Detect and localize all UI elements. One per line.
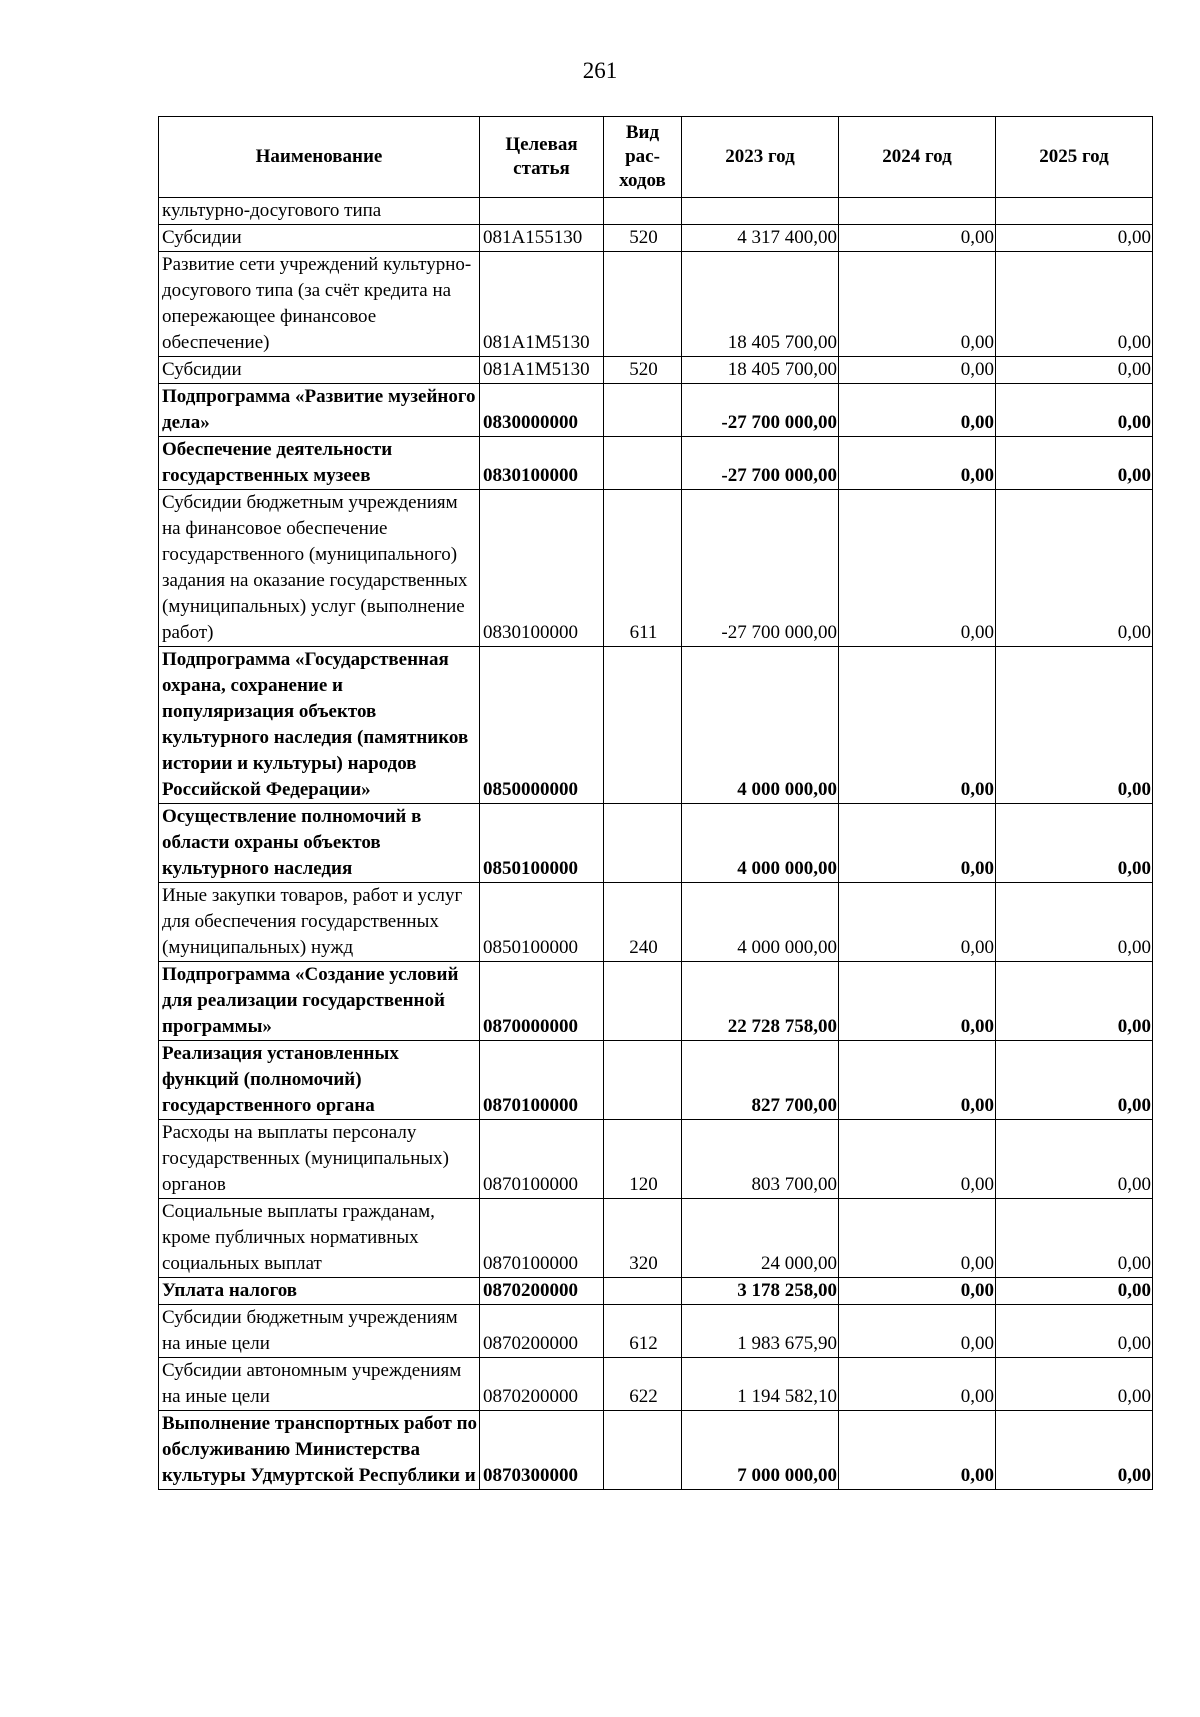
header-target-line2: статья xyxy=(513,158,570,179)
table-row xyxy=(159,1358,1153,1411)
name-cell: Выполнение транспортных работ по обслуживанию Министерства культуры Удмуртской Республики и xyxy=(159,1411,480,1490)
amount-2024-cell: 0,00 xyxy=(839,357,996,384)
amount-2024-cell xyxy=(839,198,996,225)
amount-2023-cell: 4 000 000,00 xyxy=(682,883,839,962)
table-header-row xyxy=(159,117,1153,198)
amount-2023-cell: -27 700 000,00 xyxy=(682,490,839,647)
type-cell: 520 xyxy=(604,225,682,252)
amount-2024-cell: 0,00 xyxy=(839,1120,996,1199)
code-cell: 0870300000 xyxy=(480,1411,604,1490)
code-cell: 0870200000 xyxy=(480,1278,604,1305)
type-cell: 612 xyxy=(604,1305,682,1358)
amount-2025-cell: 0,00 xyxy=(996,804,1153,883)
amount-2024-cell: 0,00 xyxy=(839,490,996,647)
amount-2023-cell: 803 700,00 xyxy=(682,1120,839,1199)
page-number: 261 xyxy=(582,58,618,83)
table-row xyxy=(159,647,1153,804)
budget-table xyxy=(158,116,1153,1490)
amount-2024-cell: 0,00 xyxy=(839,1278,996,1305)
amount-2023-cell: 18 405 700,00 xyxy=(682,357,839,384)
name-cell: Обеспечение деятельности государственных музеев xyxy=(159,437,480,490)
amount-2023-cell: 24 000,00 xyxy=(682,1199,839,1278)
code-cell: 0830100000 xyxy=(480,490,604,647)
header-type-line3: ходов xyxy=(619,170,666,191)
amount-2025-cell: 0,00 xyxy=(996,490,1153,647)
amount-2025-cell: 0,00 xyxy=(996,1120,1153,1199)
type-cell: 622 xyxy=(604,1358,682,1411)
name-cell: Расходы на выплаты персоналу государственных (муниципальных) органов xyxy=(159,1120,480,1199)
amount-2024-cell: 0,00 xyxy=(839,225,996,252)
amount-2023-cell: 3 178 258,00 xyxy=(682,1278,839,1305)
table-row xyxy=(159,1199,1153,1278)
table-row xyxy=(159,384,1153,437)
amount-2024-cell: 0,00 xyxy=(839,1041,996,1120)
amount-2023-cell: 4 000 000,00 xyxy=(682,647,839,804)
code-cell: 0830100000 xyxy=(480,437,604,490)
table-row xyxy=(159,962,1153,1041)
amount-2024-cell: 0,00 xyxy=(839,437,996,490)
table-row xyxy=(159,1411,1153,1490)
header-target-line1: Целевая xyxy=(505,134,578,155)
table-row xyxy=(159,1120,1153,1199)
code-cell: 0850000000 xyxy=(480,647,604,804)
type-cell xyxy=(604,384,682,437)
amount-2023-cell: 18 405 700,00 xyxy=(682,252,839,357)
code-cell: 0870200000 xyxy=(480,1358,604,1411)
type-cell xyxy=(604,647,682,804)
amount-2023-cell: 7 000 000,00 xyxy=(682,1411,839,1490)
code-cell: 0850100000 xyxy=(480,883,604,962)
code-cell: 0850100000 xyxy=(480,804,604,883)
table-row xyxy=(159,225,1153,252)
name-cell: Подпрограмма «Развитие музейного дела» xyxy=(159,384,480,437)
type-cell: 520 xyxy=(604,357,682,384)
type-cell: 611 xyxy=(604,490,682,647)
amount-2023-cell: 1 194 582,10 xyxy=(682,1358,839,1411)
amount-2024-cell: 0,00 xyxy=(839,1411,996,1490)
table-row xyxy=(159,1041,1153,1120)
type-cell xyxy=(604,962,682,1041)
header-name: Наименование xyxy=(159,117,480,198)
type-cell: 120 xyxy=(604,1120,682,1199)
amount-2023-cell: 4 000 000,00 xyxy=(682,804,839,883)
name-cell: Социальные выплаты гражданам, кроме публичных нормативных социальных выплат xyxy=(159,1199,480,1278)
type-cell xyxy=(604,252,682,357)
amount-2025-cell: 0,00 xyxy=(996,252,1153,357)
code-cell: 0870000000 xyxy=(480,962,604,1041)
name-cell: Подпрограмма «Государственная охрана, сохранение и популяризация объектов культурного наследия (памятников истории и культуры) народов Российской Федерации» xyxy=(159,647,480,804)
type-cell xyxy=(604,804,682,883)
amount-2024-cell: 0,00 xyxy=(839,384,996,437)
amount-2025-cell: 0,00 xyxy=(996,1358,1153,1411)
table-body xyxy=(159,198,1153,1490)
header-2025: 2025 год xyxy=(996,117,1153,198)
amount-2023-cell: -27 700 000,00 xyxy=(682,437,839,490)
amount-2023-cell: 4 317 400,00 xyxy=(682,225,839,252)
type-cell xyxy=(604,1278,682,1305)
amount-2024-cell: 0,00 xyxy=(839,804,996,883)
amount-2025-cell xyxy=(996,198,1153,225)
amount-2025-cell: 0,00 xyxy=(996,883,1153,962)
amount-2023-cell: -27 700 000,00 xyxy=(682,384,839,437)
table-row xyxy=(159,804,1153,883)
table-row xyxy=(159,357,1153,384)
amount-2025-cell: 0,00 xyxy=(996,357,1153,384)
type-cell xyxy=(604,198,682,225)
type-cell xyxy=(604,1041,682,1120)
amount-2025-cell: 0,00 xyxy=(996,647,1153,804)
amount-2025-cell: 0,00 xyxy=(996,1305,1153,1358)
name-cell: Субсидии автономным учреждениям на иные цели xyxy=(159,1358,480,1411)
amount-2025-cell: 0,00 xyxy=(996,1041,1153,1120)
code-cell: 081A155130 xyxy=(480,225,604,252)
code-cell xyxy=(480,198,604,225)
table-row xyxy=(159,1278,1153,1305)
type-cell: 320 xyxy=(604,1199,682,1278)
name-cell: Субсидии xyxy=(159,225,480,252)
amount-2023-cell: 827 700,00 xyxy=(682,1041,839,1120)
amount-2025-cell: 0,00 xyxy=(996,1278,1153,1305)
amount-2024-cell: 0,00 xyxy=(839,962,996,1041)
code-cell: 0870100000 xyxy=(480,1041,604,1120)
code-cell: 0870100000 xyxy=(480,1120,604,1199)
table-row xyxy=(159,252,1153,357)
name-cell: Субсидии бюджетным учреждениям на финансовое обеспечение государственного (муниципального) задания на оказание государственных (муниципальных) услуг (выполнение работ) xyxy=(159,490,480,647)
header-2024: 2024 год xyxy=(839,117,996,198)
name-cell: Субсидии бюджетным учреждениям на иные цели xyxy=(159,1305,480,1358)
amount-2024-cell: 0,00 xyxy=(839,1358,996,1411)
header-type-line2: рас- xyxy=(625,146,660,167)
amount-2024-cell: 0,00 xyxy=(839,883,996,962)
amount-2025-cell: 0,00 xyxy=(996,1199,1153,1278)
code-cell: 0870200000 xyxy=(480,1305,604,1358)
name-cell: культурно-досугового типа xyxy=(159,198,480,225)
name-cell: Уплата налогов xyxy=(159,1278,480,1305)
type-cell xyxy=(604,437,682,490)
amount-2025-cell: 0,00 xyxy=(996,225,1153,252)
header-target xyxy=(480,117,604,198)
amount-2023-cell: 1 983 675,90 xyxy=(682,1305,839,1358)
code-cell: 0830000000 xyxy=(480,384,604,437)
amount-2024-cell: 0,00 xyxy=(839,1305,996,1358)
name-cell: Осуществление полномочий в области охраны объектов культурного наследия xyxy=(159,804,480,883)
amount-2023-cell: 22 728 758,00 xyxy=(682,962,839,1041)
table-row xyxy=(159,437,1153,490)
table-row xyxy=(159,1305,1153,1358)
name-cell: Иные закупки товаров, работ и услуг для обеспечения государственных (муниципальных) нужд xyxy=(159,883,480,962)
amount-2025-cell: 0,00 xyxy=(996,384,1153,437)
name-cell: Подпрограмма «Создание условий для реализации государственной программы» xyxy=(159,962,480,1041)
amount-2024-cell: 0,00 xyxy=(839,647,996,804)
header-type xyxy=(604,117,682,198)
header-2023: 2023 год xyxy=(682,117,839,198)
amount-2024-cell: 0,00 xyxy=(839,1199,996,1278)
type-cell: 240 xyxy=(604,883,682,962)
code-cell: 0870100000 xyxy=(480,1199,604,1278)
code-cell: 081A1M5130 xyxy=(480,252,604,357)
table-row xyxy=(159,198,1153,225)
amount-2023-cell xyxy=(682,198,839,225)
amount-2025-cell: 0,00 xyxy=(996,1411,1153,1490)
amount-2025-cell: 0,00 xyxy=(996,962,1153,1041)
table-row xyxy=(159,883,1153,962)
header-type-line1: Вид xyxy=(625,122,660,143)
type-cell xyxy=(604,1411,682,1490)
amount-2025-cell: 0,00 xyxy=(996,437,1153,490)
name-cell: Субсидии xyxy=(159,357,480,384)
table-row xyxy=(159,490,1153,647)
amount-2024-cell: 0,00 xyxy=(839,252,996,357)
name-cell: Реализация установленных функций (полномочий) государственного органа xyxy=(159,1041,480,1120)
code-cell: 081A1M5130 xyxy=(480,357,604,384)
name-cell: Развитие сети учреждений культурно-досугового типа (за счёт кредита на опережающее финансовое обеспечение) xyxy=(159,252,480,357)
